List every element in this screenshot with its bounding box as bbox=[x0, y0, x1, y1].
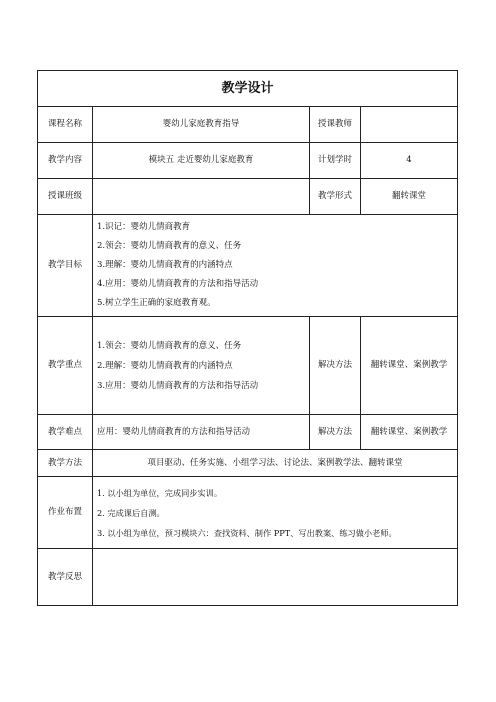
objectives-list bbox=[93, 215, 458, 317]
lesson-design-table bbox=[37, 70, 458, 606]
key-points-method-value: 翻转课堂、案例教学 bbox=[361, 317, 458, 415]
objective-item: 4.应用：婴幼儿情商教育的方法和指导活动 bbox=[97, 279, 259, 289]
course-name-value: 婴幼儿家庭教育指导 bbox=[93, 107, 310, 143]
objective-item: 3.理解：婴幼儿情商教育的内涵特点 bbox=[97, 260, 233, 270]
objective-item: 5.树立学生正确的家庭教育观。 bbox=[97, 298, 216, 308]
key-point-item: 3.应用：婴幼儿情商教育的方法和指导活动 bbox=[97, 380, 259, 391]
objectives-label: 教学目标 bbox=[38, 215, 93, 317]
homework-item: 1. 以小组为单位，完成同步实训。 bbox=[97, 487, 223, 498]
teaching-content-value: 模块五 走近婴幼儿家庭教育 bbox=[93, 143, 310, 179]
teaching-content-label: 教学内容 bbox=[38, 143, 93, 179]
planned-hours-value: 4 bbox=[361, 143, 458, 179]
reflection-value bbox=[93, 549, 458, 606]
class-value bbox=[93, 179, 310, 215]
planned-hours-label: 计划学时 bbox=[310, 143, 361, 179]
homework-item: 3. 以小组为单位，预习模块六：查找资料、制作 PPT、写出教案、练习做小老师。 bbox=[97, 527, 397, 538]
difficulties-method-value: 翻转课堂、案例教学 bbox=[361, 415, 458, 450]
document-title: 教学设计 bbox=[38, 71, 458, 107]
reflection-label: 教学反思 bbox=[38, 549, 93, 606]
course-name-label: 课程名称 bbox=[38, 107, 93, 143]
key-point-item: 1.领会：婴幼儿情商教育的意义、任务 bbox=[97, 340, 242, 351]
objective-item: 2.领会：婴幼儿情商教育的意义、任务 bbox=[97, 241, 242, 251]
teaching-methods-value: 项目驱动、任务实施、小组学习法、讨论法、案例教学法、翻转课堂 bbox=[93, 450, 458, 477]
key-points-list bbox=[93, 317, 310, 415]
difficulties-method-label: 解决方法 bbox=[310, 415, 361, 450]
teaching-methods-label: 教学方法 bbox=[38, 450, 93, 477]
teacher-value bbox=[361, 107, 458, 143]
key-points-method-label: 解决方法 bbox=[310, 317, 361, 415]
teacher-label: 授课教师 bbox=[310, 107, 361, 143]
teaching-form-label: 教学形式 bbox=[310, 179, 361, 215]
key-points-label: 教学重点 bbox=[38, 317, 93, 415]
homework-item: 2. 完成课后自测。 bbox=[97, 507, 165, 518]
homework-label: 作业布置 bbox=[38, 477, 93, 549]
difficulties-value: 应用：婴幼儿情商教育的方法和指导活动 bbox=[93, 415, 310, 450]
class-label: 授课班级 bbox=[38, 179, 93, 215]
objective-item: 1.识记：婴幼儿情商教育 bbox=[97, 222, 191, 232]
difficulties-label: 教学难点 bbox=[38, 415, 93, 450]
teaching-form-value: 翻转课堂 bbox=[361, 179, 458, 215]
homework-list bbox=[93, 477, 458, 549]
key-point-item: 2.理解：婴幼儿情商教育的内涵特点 bbox=[97, 360, 233, 371]
